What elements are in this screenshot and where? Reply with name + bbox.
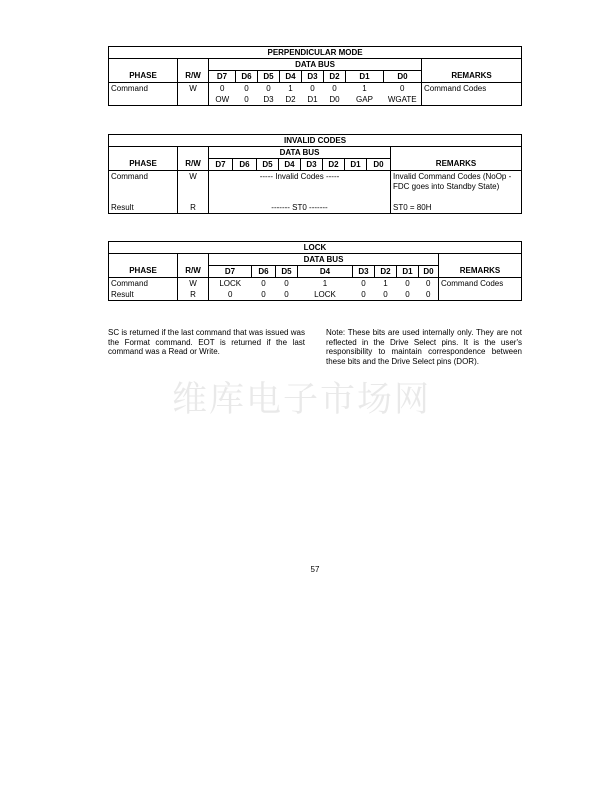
table-title: LOCK — [109, 242, 522, 254]
bit-cell: 1 — [362, 83, 367, 93]
phase-cell: Result — [109, 202, 178, 214]
col-header: D5 — [258, 71, 280, 83]
col-header: REMARKS — [391, 159, 522, 171]
bit-cell: 0 — [405, 278, 410, 288]
phase-cell: Result — [109, 289, 178, 301]
bit-cell: 0 — [310, 83, 315, 93]
table-row — [109, 171, 522, 203]
bit-cell: 0 — [353, 289, 375, 301]
col-header: D0 — [367, 159, 391, 171]
table-row — [109, 94, 522, 106]
col-header: D6 — [252, 266, 276, 278]
col-header: R/W — [178, 71, 209, 83]
remarks-cell — [422, 94, 522, 106]
table-row — [109, 202, 522, 214]
col-header: D1 — [345, 159, 367, 171]
col-header: D7 — [209, 266, 252, 278]
table-title: INVALID CODES — [109, 135, 522, 147]
data-bus-label: DATA BUS — [209, 147, 391, 159]
bit-cell: 0 — [375, 289, 397, 301]
remarks-cell: Command Codes — [422, 83, 522, 95]
col-header: D2 — [375, 266, 397, 278]
phase-cell: Command — [109, 171, 178, 203]
sc-eot-note: SC is returned if the last command that was issued was the Format command. EOT is returned if the last command was a Read or Write. — [108, 328, 305, 356]
phase-cell: Command — [109, 83, 178, 95]
bit-cell: 0 — [361, 278, 366, 288]
remarks-cell: Invalid Command Codes (NoOp - FDC goes into Standby State) — [391, 171, 522, 203]
bit-cell: D0 — [324, 94, 346, 106]
col-header: D5 — [276, 266, 298, 278]
bits-span-cell: ------- ST0 ------- — [209, 202, 391, 214]
rw-cell: W — [178, 278, 209, 290]
bit-cell: 1 — [288, 83, 293, 93]
col-header: D3 — [353, 266, 375, 278]
bit-cell: 0 — [209, 83, 236, 95]
col-header: D1 — [397, 266, 419, 278]
col-header: D0 — [419, 266, 439, 278]
page-number: 57 — [310, 565, 320, 574]
bit-cell: 0 — [419, 289, 439, 301]
rw-cell — [178, 94, 209, 106]
col-header: REMARKS — [422, 71, 522, 83]
bit-cell: 0 — [244, 83, 249, 93]
col-header: D5 — [257, 159, 279, 171]
col-header: D6 — [236, 71, 258, 83]
col-header: D2 — [323, 159, 345, 171]
drive-select-note: Note: These bits are used internally only. They are not reflected in the Drive Select pins. It is the user's responsibility to maintain correspondence between these bits and the Drive Select pins (DOR). — [326, 328, 522, 366]
bit-cell: 0 — [252, 289, 276, 301]
col-header: D4 — [280, 71, 302, 83]
col-header: D3 — [301, 159, 323, 171]
bit-cell: 0 — [266, 83, 271, 93]
rw-cell: R — [178, 202, 209, 214]
remarks-cell: ST0 = 80H — [391, 202, 522, 214]
col-header: D4 — [298, 266, 353, 278]
col-header: R/W — [178, 159, 209, 171]
table-row — [109, 289, 522, 301]
bit-cell: GAP — [346, 94, 384, 106]
col-header: D6 — [233, 159, 257, 171]
watermark: 维库电子市场网 — [172, 380, 432, 420]
table-title: PERPENDICULAR MODE — [109, 47, 522, 59]
remarks-cell — [439, 289, 522, 301]
bit-cell: 0 — [419, 278, 439, 290]
perpendicular-mode-table — [108, 46, 522, 106]
bit-cell: 0 — [209, 289, 252, 301]
bit-cell: 0 — [261, 278, 266, 288]
bit-cell: 0 — [397, 289, 419, 301]
bit-cell: OW — [209, 94, 236, 106]
invalid-codes-table — [108, 134, 522, 214]
bit-cell: 0 — [332, 83, 337, 93]
table-row — [109, 83, 522, 95]
phase-cell — [109, 94, 178, 106]
rw-cell: R — [178, 289, 209, 301]
bit-cell: LOCK — [298, 289, 353, 301]
bit-cell: 0 — [384, 83, 422, 95]
phase-cell: Command — [109, 278, 178, 290]
col-header: D0 — [384, 71, 422, 83]
col-header: D4 — [279, 159, 301, 171]
data-bus-label: DATA BUS — [209, 59, 422, 71]
col-header: R/W — [178, 266, 209, 278]
bit-cell: WGATE — [384, 94, 422, 106]
bits-span-cell: ----- Invalid Codes ----- — [209, 171, 391, 203]
col-header: REMARKS — [439, 266, 522, 278]
col-header: PHASE — [109, 266, 178, 278]
bit-cell: 0 — [284, 278, 289, 288]
bit-cell: LOCK — [209, 278, 252, 290]
remarks-cell: Command Codes — [439, 278, 522, 290]
bit-cell: D1 — [302, 94, 324, 106]
col-header: PHASE — [109, 159, 178, 171]
rw-cell: W — [178, 171, 209, 203]
col-header: PHASE — [109, 71, 178, 83]
bit-cell: D3 — [258, 94, 280, 106]
bit-cell: D2 — [280, 94, 302, 106]
data-bus-label: DATA BUS — [209, 254, 439, 266]
bit-cell: 1 — [383, 278, 388, 288]
col-header: D2 — [324, 71, 346, 83]
bit-cell: 0 — [236, 94, 258, 106]
col-header: D1 — [346, 71, 384, 83]
lock-table — [108, 241, 522, 301]
bit-cell: 0 — [276, 289, 298, 301]
col-header: D7 — [209, 159, 233, 171]
rw-cell: W — [178, 83, 209, 95]
col-header: D7 — [209, 71, 236, 83]
bit-cell: 1 — [322, 278, 328, 288]
table-row — [109, 278, 522, 290]
col-header: D3 — [302, 71, 324, 83]
